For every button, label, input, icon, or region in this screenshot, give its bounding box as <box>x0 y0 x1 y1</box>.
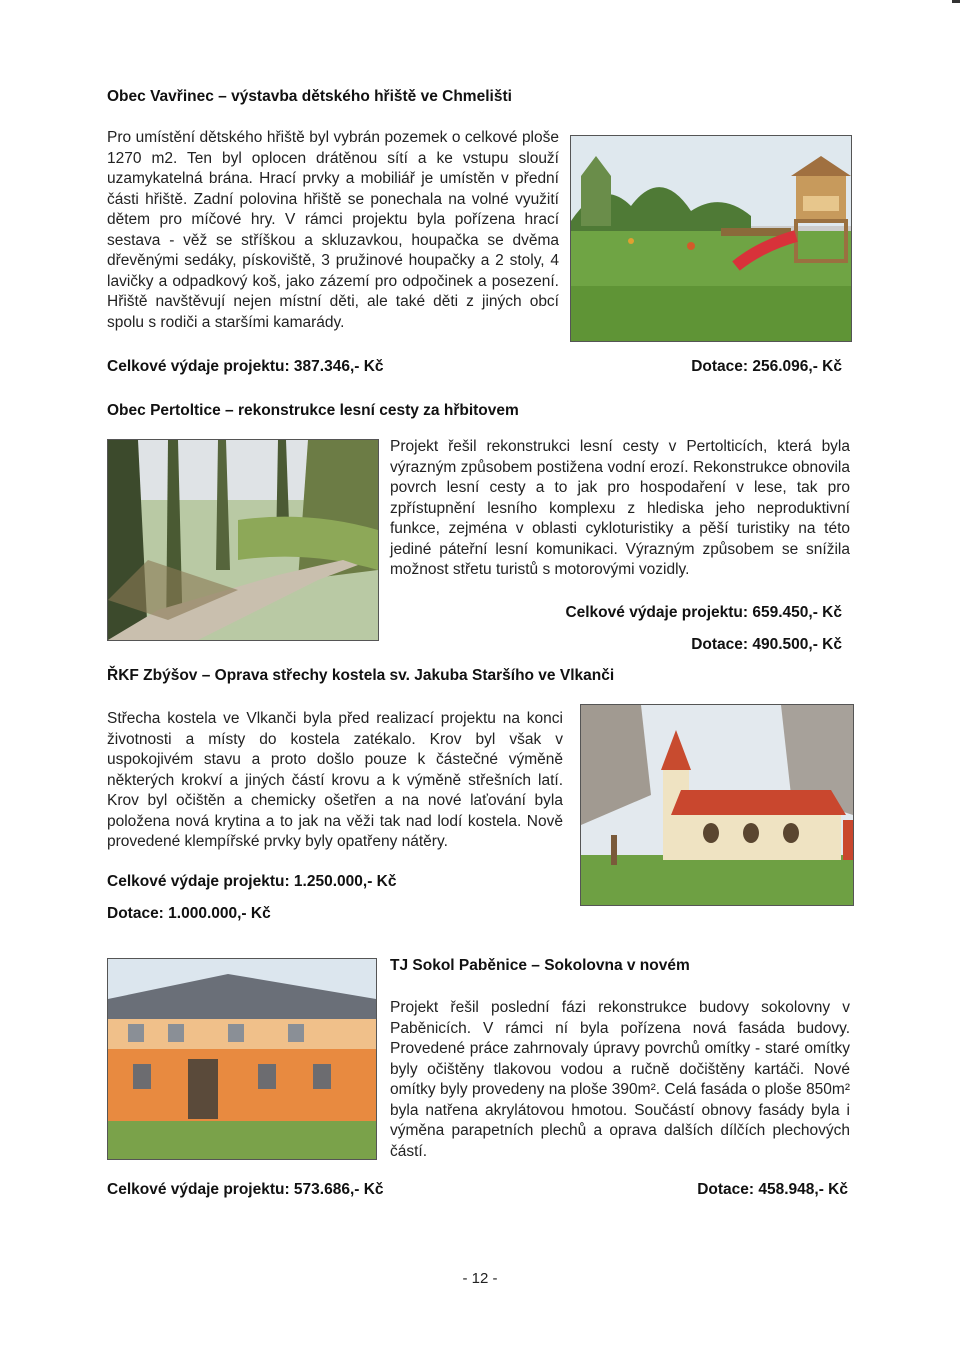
forest-road-photo <box>107 439 379 641</box>
subsidy-pabenice: Dotace: 458.948,- Kč <box>697 1181 848 1198</box>
section-heading-pabenice: TJ Sokol Paběnice – Sokolovna v novém <box>390 957 690 974</box>
total-cost-vavrinec: Celkové výdaje projektu: 387.346,- Kč <box>107 358 384 375</box>
section-paragraph-pertoltice: Projekt řešil rekonstrukci lesní cesty v Pertolticích, která byla výrazným způsobem postižena vodní erozí. Rekonstrukce obnovila povrch lesní cesty a to jak pro hospodaření v lese, tak pro zpřístupnění lesního komplexu z hlediska jeho neproduktivní funkce, zejména v oblasti cykloturistiky a pěší turistiky na této jediné páteřní lesní komunikaci. Výrazným způsobem se snížila možnost střetu turistů s motorovými vozidly. <box>390 438 850 578</box>
subsidy-vavrinec: Dotace: 256.096,- Kč <box>691 358 842 375</box>
section-paragraph-zbysov: Střecha kostela ve Vlkanči byla před realizací projektu na konci životnosti a místy do kostela zatékalo. Krov byl však v uspokojivém stavu a proto došlo pouze k částečné výměně některých krokví a jiných částí krovu a k výměně střešních latí. Krov byl očištěn a chemicky ošetřen a na nové laťování byla položena nová krytina a to jak na věži tak nad lodí kostela. Nově provedené klempířské prvky byly opatřeny nátěry. <box>107 710 563 850</box>
section-heading-zbysov: ŘKF Zbýšov – Oprava střechy kostela sv. Jakuba Staršího ve Vlkanči <box>107 667 615 684</box>
section-paragraph-vavrinec: Pro umístění dětského hřiště byl vybrán pozemek o celkové ploše 1270 m2. Ten byl oplocen drátěnou sítí a ke vstupu slouží uzamykatelná brána. Hrací prvky a mobiliář je umístěn v přední části hřiště. Zadní polovina hřiště se ponechala na volné využití dětem pro míčové hry. V rámci projektu byla pořízena hrací sestava - věž se stříškou a skluzavkou, houpačka se dvěma dřevěnými sedáky, pískoviště, 3 pružinové houpačky a 2 stoly, 4 lavičky a odpadkový koš, jako zázemí pro odpočinek a posezení. Hřiště navštěvují nejen místní děti, ale také děti z jiných obcí spolu s rodiči a staršími kamarády. <box>107 129 559 331</box>
total-cost-zbysov: Celkové výdaje projektu: 1.250.000,- Kč <box>107 873 397 890</box>
section-paragraph-pabenice: Projekt řešil poslední fázi rekonstrukce budovy sokolovny v Paběnicích. V rámci ní byla pořízena nová fasáda budovy. Provedené práce zahrnovaly úpravy povrchů omítky - staré omítky byly očištěny tlakovou vodou a ručně dočištěny kartáči. Nové omítky byly provedeny na ploše 390m². Celá fasáda o ploše 850m² byla natřena akrylátovou hmotou. Součástí obnovy fasády byla i výměna parapetních plechů a oprava dalších dílčích plechových částí. <box>390 999 850 1160</box>
subsidy-zbysov: Dotace: 1.000.000,- Kč <box>107 905 271 922</box>
playground-photo <box>570 135 852 342</box>
total-cost-pertoltice: Celkové výdaje projektu: 659.450,- Kč <box>565 604 842 621</box>
sokolovna-photo <box>107 958 377 1160</box>
total-cost-pabenice: Celkové výdaje projektu: 573.686,- Kč <box>107 1181 384 1198</box>
subsidy-pertoltice: Dotace: 490.500,- Kč <box>691 636 842 653</box>
page-number: - 12 - <box>462 1270 498 1287</box>
church-photo <box>580 704 854 906</box>
section-heading-pertoltice: Obec Pertoltice – rekonstrukce lesní cesty za hřbitovem <box>107 402 519 419</box>
page-edge-mark <box>952 0 960 3</box>
section-heading-vavrinec: Obec Vavřinec – výstavba dětského hřiště ve Chmelišti <box>107 88 512 105</box>
